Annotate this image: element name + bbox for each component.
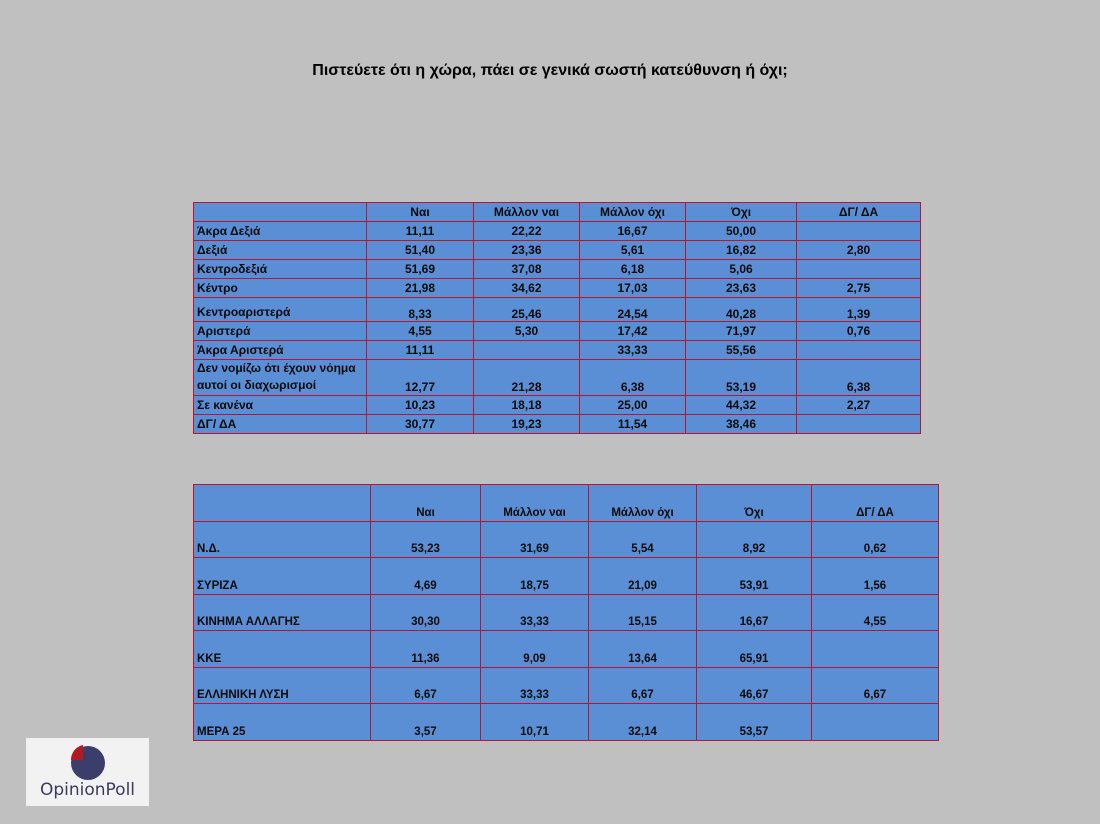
row-label: Κέντρο — [194, 279, 367, 298]
row-label: ΕΛΛΗΝΙΚΗ ΛΥΣΗ — [194, 667, 371, 704]
cell-value: 50,00 — [686, 222, 797, 241]
row-label: ΚΚΕ — [194, 631, 371, 668]
ideology-table — [193, 202, 921, 434]
cell-value: 8,92 — [697, 521, 812, 558]
cell-value: 4,69 — [371, 558, 481, 595]
header-cell: ΔΓ/ ΔΑ — [812, 485, 939, 522]
table-row — [194, 558, 939, 595]
cell-value — [474, 341, 580, 360]
cell-value: 37,08 — [474, 260, 580, 279]
cell-value: 5,54 — [589, 521, 697, 558]
header-cell: Μάλλον ναι — [474, 203, 580, 222]
cell-value: 11,11 — [367, 341, 474, 360]
row-label: ΚΙΝΗΜΑ ΑΛΛΑΓΗΣ — [194, 594, 371, 631]
table-row — [194, 241, 921, 260]
header-cell: Ναι — [367, 203, 474, 222]
cell-value: 51,40 — [367, 241, 474, 260]
table-row — [194, 704, 939, 741]
row-label: Σε κανένα — [194, 396, 367, 415]
row-label: ΔΓ/ ΔΑ — [194, 415, 367, 434]
logo-text: OpinionPoll — [39, 780, 136, 800]
table-row — [194, 631, 939, 668]
row-label: Ν.Δ. — [194, 521, 371, 558]
cell-value: 5,30 — [474, 322, 580, 341]
header-cell: Όχι — [686, 203, 797, 222]
cell-value: 40,28 — [686, 298, 797, 322]
cell-value: 22,22 — [474, 222, 580, 241]
cell-value: 53,91 — [697, 558, 812, 595]
cell-value: 9,09 — [481, 631, 589, 668]
cell-value — [812, 631, 939, 668]
table-row — [194, 341, 921, 360]
cell-value: 6,38 — [580, 360, 686, 396]
cell-value: 21,28 — [474, 360, 580, 396]
cell-value: 30,77 — [367, 415, 474, 434]
cell-value: 19,23 — [474, 415, 580, 434]
row-label-line: Δεν νομίζω ότι έχουν νόημα — [197, 361, 356, 375]
row-label: Κεντροδεξιά — [194, 260, 367, 279]
cell-value: 33,33 — [481, 594, 589, 631]
table-row — [194, 360, 921, 396]
table-row — [194, 594, 939, 631]
cell-value: 4,55 — [812, 594, 939, 631]
cell-value: 1,39 — [797, 298, 921, 322]
cell-value: 24,54 — [580, 298, 686, 322]
cell-value: 53,57 — [697, 704, 812, 741]
header-cell: ΔΓ/ ΔΑ — [797, 203, 921, 222]
table-row — [194, 279, 921, 298]
row-label: Άκρα Δεξιά — [194, 222, 367, 241]
cell-value: 11,54 — [580, 415, 686, 434]
cell-value: 21,09 — [589, 558, 697, 595]
table-row — [194, 667, 939, 704]
table-row — [194, 322, 921, 341]
cell-value: 16,67 — [580, 222, 686, 241]
cell-value: 11,36 — [371, 631, 481, 668]
table-row — [194, 260, 921, 279]
row-label: Αριστερά — [194, 322, 367, 341]
cell-value: 0,76 — [797, 322, 921, 341]
table-header-row — [194, 485, 939, 522]
cell-value: 53,23 — [371, 521, 481, 558]
cell-value: 10,23 — [367, 396, 474, 415]
cell-value: 32,14 — [589, 704, 697, 741]
cell-value: 6,38 — [797, 360, 921, 396]
cell-value: 6,18 — [580, 260, 686, 279]
cell-value — [797, 260, 921, 279]
table-row — [194, 521, 939, 558]
row-label: Δεξιά — [194, 241, 367, 260]
header-cell: Μάλλον όχι — [589, 485, 697, 522]
table-row — [194, 396, 921, 415]
cell-value: 33,33 — [580, 341, 686, 360]
cell-value: 18,75 — [481, 558, 589, 595]
table-header-row — [194, 203, 921, 222]
cell-value: 18,18 — [474, 396, 580, 415]
cell-value: 23,36 — [474, 241, 580, 260]
cell-value — [797, 222, 921, 241]
header-cell: Μάλλον ναι — [481, 485, 589, 522]
cell-value: 6,67 — [812, 667, 939, 704]
party-table — [193, 484, 939, 741]
cell-value: 25,00 — [580, 396, 686, 415]
cell-value: 5,06 — [686, 260, 797, 279]
cell-value: 6,67 — [371, 667, 481, 704]
cell-value: 13,64 — [589, 631, 697, 668]
cell-value — [812, 704, 939, 741]
cell-value: 5,61 — [580, 241, 686, 260]
row-label: Κεντροαριστερά — [194, 298, 367, 322]
cell-value: 17,42 — [580, 322, 686, 341]
row-label: ΣΥΡΙΖΑ — [194, 558, 371, 595]
cell-value: 17,03 — [580, 279, 686, 298]
cell-value: 30,30 — [371, 594, 481, 631]
cell-value: 2,80 — [797, 241, 921, 260]
cell-value: 33,33 — [481, 667, 589, 704]
cell-value: 23,63 — [686, 279, 797, 298]
opinionpoll-logo-icon — [67, 742, 107, 782]
cell-value: 11,11 — [367, 222, 474, 241]
row-label: ΜΕΡΑ 25 — [194, 704, 371, 741]
row-label-line: αυτοί οι διαχωρισμοί — [197, 378, 317, 392]
cell-value: 2,75 — [797, 279, 921, 298]
header-cell: Όχι — [697, 485, 812, 522]
cell-value: 21,98 — [367, 279, 474, 298]
cell-value: 1,56 — [812, 558, 939, 595]
header-cell: Μάλλον όχι — [580, 203, 686, 222]
cell-value: 2,27 — [797, 396, 921, 415]
cell-value: 38,46 — [686, 415, 797, 434]
cell-value: 34,62 — [474, 279, 580, 298]
cell-value: 51,69 — [367, 260, 474, 279]
table-row — [194, 222, 921, 241]
table-row — [194, 415, 921, 434]
cell-value: 71,97 — [686, 322, 797, 341]
cell-value: 31,69 — [481, 521, 589, 558]
cell-value: 10,71 — [481, 704, 589, 741]
opinionpoll-logo — [26, 738, 149, 806]
cell-value: 44,32 — [686, 396, 797, 415]
page-title: Πιστεύετε ότι η χώρα, πάει σε γενικά σωστή κατεύθυνση ή όχι; — [312, 62, 788, 79]
cell-value: 25,46 — [474, 298, 580, 322]
cell-value: 12,77 — [367, 360, 474, 396]
row-label — [194, 360, 367, 396]
cell-value: 53,19 — [686, 360, 797, 396]
cell-value: 16,67 — [697, 594, 812, 631]
cell-value: 8,33 — [367, 298, 474, 322]
cell-value: 65,91 — [697, 631, 812, 668]
header-cell — [194, 203, 367, 222]
cell-value: 46,67 — [697, 667, 812, 704]
header-cell: Ναι — [371, 485, 481, 522]
cell-value: 4,55 — [367, 322, 474, 341]
cell-value: 6,67 — [589, 667, 697, 704]
cell-value — [797, 415, 921, 434]
cell-value: 0,62 — [812, 521, 939, 558]
cell-value: 3,57 — [371, 704, 481, 741]
row-label: Άκρα Αριστερά — [194, 341, 367, 360]
cell-value — [797, 341, 921, 360]
table-row — [194, 298, 921, 322]
cell-value: 15,15 — [589, 594, 697, 631]
header-cell — [194, 485, 371, 522]
cell-value: 55,56 — [686, 341, 797, 360]
cell-value: 16,82 — [686, 241, 797, 260]
